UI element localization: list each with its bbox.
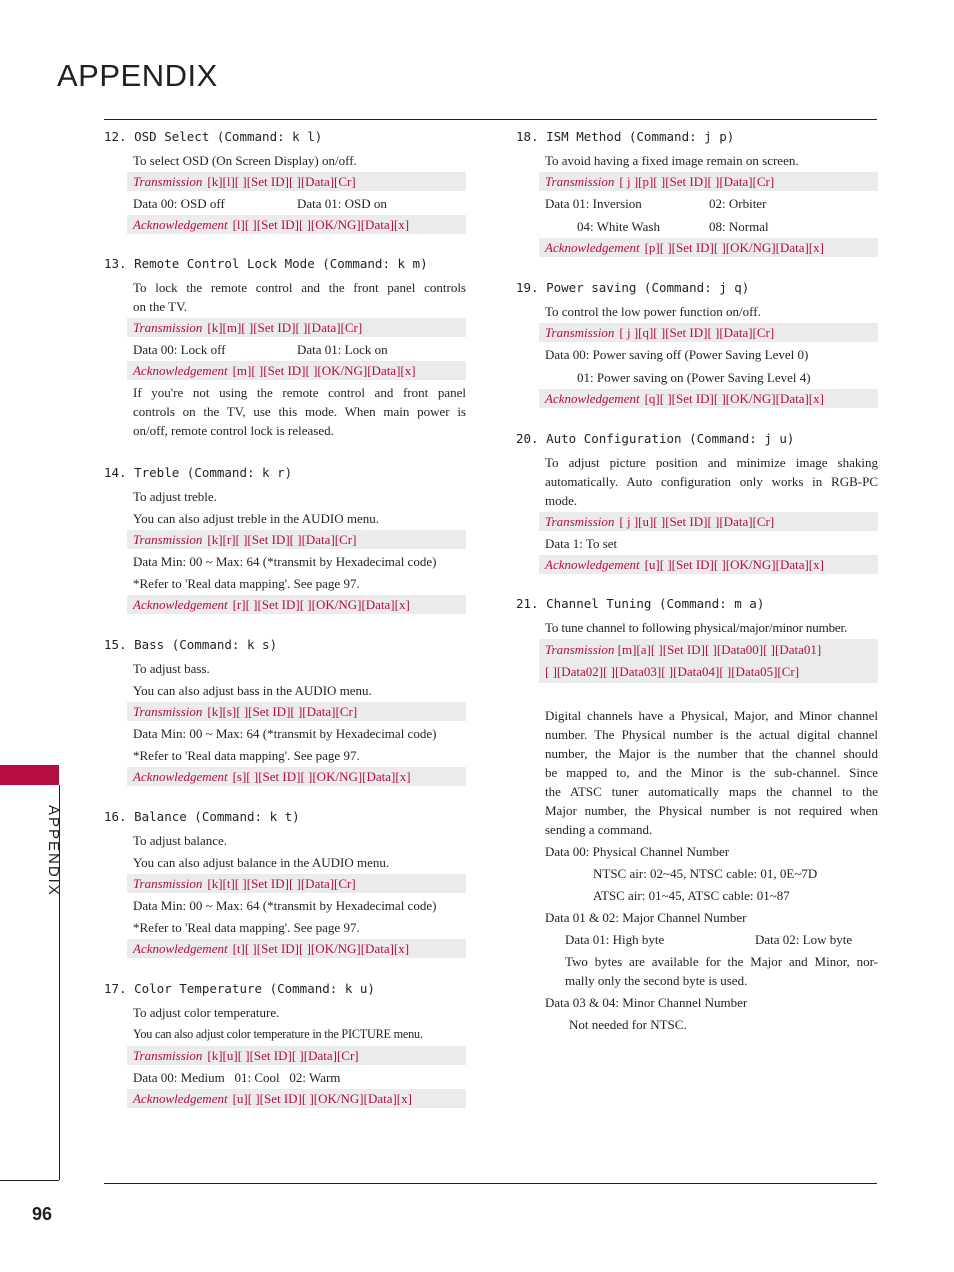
- description: To adjust color temperature.: [133, 1005, 280, 1020]
- transmission-label: Transmission: [133, 1048, 203, 1063]
- acknowledgement-box: [127, 215, 466, 234]
- acknowledgement-label: Acknowledgement: [545, 240, 640, 255]
- section-osd-select: [104, 128, 466, 234]
- data-values: Data 00: Medium 01: Cool 02: Warm: [133, 1070, 341, 1085]
- transmission-label: Transmission: [133, 320, 203, 335]
- data-value: 01: Power saving on (Power Saving Level 4): [577, 370, 811, 385]
- transmission-label: Transmission: [133, 876, 203, 891]
- data-range: ATSC air: 01~45, ATSC cable: 01~87: [593, 888, 790, 903]
- acknowledgement-format: [r][ ][Set ID][ ][OK/NG][Data][x]: [232, 597, 410, 612]
- transmission-format: [ j ][q][ ][Set ID][ ][Data][Cr]: [619, 325, 775, 340]
- acknowledgement-format: [s][ ][Set ID][ ][OK/NG][Data][x]: [232, 769, 411, 784]
- description: To tune channel to following physical/major/minor number.: [545, 620, 848, 635]
- data-note: *Refer to 'Real data mapping'. See page 97.: [133, 748, 360, 763]
- transmission-box: [539, 639, 878, 683]
- description: on the TV.: [133, 299, 188, 314]
- transmission-format: [ j ][p][ ][Set ID][ ][Data][Cr]: [619, 174, 775, 189]
- transmission-label: Transmission: [545, 174, 615, 189]
- acknowledgement-label: Acknowledgement: [545, 557, 640, 572]
- section-heading: 20. Auto Configuration (Command: j u): [516, 431, 795, 446]
- description: You can also adjust color temperature in the PICTURE menu.: [133, 1027, 423, 1041]
- data-note: *Refer to 'Real data mapping'. See page 97.: [133, 576, 360, 591]
- transmission-label: Transmission: [133, 532, 203, 547]
- acknowledgement-label: Acknowledgement: [133, 1091, 228, 1106]
- transmission-box: [127, 874, 466, 893]
- acknowledgement-format: [u][ ][Set ID][ ][OK/NG][Data][x]: [644, 557, 824, 572]
- acknowledgement-format: [t][ ][Set ID][ ][OK/NG][Data][x]: [232, 941, 410, 956]
- transmission-label: Transmission: [133, 174, 203, 189]
- section-heading: 17. Color Temperature (Command: k u): [104, 981, 375, 996]
- data-range: NTSC air: 02~45, NTSC cable: 01, 0E~7D: [593, 866, 818, 881]
- data-values: [133, 340, 466, 359]
- transmission-label: Transmission: [545, 514, 615, 529]
- data-range: Data Min: 00 ~ Max: 64 (*transmit by Hexadecimal code): [133, 898, 437, 913]
- section-ism-method: [516, 128, 878, 257]
- data-value: 02: Orbiter: [709, 196, 767, 211]
- data-value: Data 01: Inversion: [545, 196, 642, 211]
- data-label: Data 03 & 04: Minor Channel Number: [545, 995, 748, 1010]
- transmission-box: [127, 318, 466, 337]
- acknowledgement-box: [539, 238, 878, 257]
- acknowledgement-format: [m][ ][Set ID][ ][OK/NG][Data][x]: [232, 363, 416, 378]
- description: To adjust balance.: [133, 833, 228, 848]
- transmission-label: Transmission: [133, 704, 203, 719]
- acknowledgement-label: Acknowledgement: [133, 363, 228, 378]
- description: You can also adjust balance in the AUDIO menu.: [133, 855, 390, 870]
- data-label: Data 01 & 02: Major Channel Number: [545, 910, 747, 925]
- note: Two bytes are available for the Major and Minor, nor-: [565, 954, 878, 969]
- section-power-saving: [516, 279, 878, 408]
- section-heading: 19. Power saving (Command: j q): [516, 280, 750, 295]
- note: Not needed for NTSC.: [569, 1017, 687, 1032]
- data-value: Data 02: Low byte: [755, 932, 853, 947]
- data-values: [545, 217, 878, 236]
- description: You can also adjust bass in the AUDIO menu.: [133, 683, 372, 698]
- data-value: 08: Normal: [709, 219, 769, 234]
- acknowledgement-box: [127, 595, 466, 614]
- transmission-format: [ j ][u][ ][Set ID][ ][Data][Cr]: [619, 514, 775, 529]
- data-label: Data 00: Physical Channel Number: [545, 844, 730, 859]
- description: To adjust picture position and minimize image shaking: [545, 455, 878, 470]
- acknowledgement-label: Acknowledgement: [133, 217, 228, 232]
- data-value: Data 00: OSD off: [133, 196, 225, 211]
- footer-rule: [104, 1183, 877, 1184]
- note: on/off, remote control lock is released.: [133, 423, 334, 438]
- transmission-format: [k][s][ ][Set ID][ ][Data][Cr]: [207, 704, 358, 719]
- description: To adjust treble.: [133, 489, 217, 504]
- description: automatically. Auto configuration only works in RGB-PC: [545, 474, 878, 489]
- section-balance: [104, 808, 466, 958]
- footer-rule-left: [0, 1180, 59, 1181]
- acknowledgement-format: [p][ ][Set ID][ ][OK/NG][Data][x]: [644, 240, 824, 255]
- description: To avoid having a fixed image remain on screen.: [545, 153, 799, 168]
- acknowledgement-box: [127, 939, 466, 958]
- paragraph-line: number. The Physical number is the actual digital channel: [545, 727, 878, 742]
- note: If you're not using the remote control and front panel: [133, 385, 466, 400]
- transmission-format: [k][r][ ][Set ID][ ][Data][Cr]: [207, 532, 357, 547]
- description: To select OSD (On Screen Display) on/off.: [133, 153, 357, 168]
- section-auto-configuration: [516, 430, 878, 574]
- data-note: *Refer to 'Real data mapping'. See page 97.: [133, 920, 360, 935]
- paragraph-line: Digital channels have a Physical, Major, and Minor channel: [545, 708, 878, 723]
- transmission-label: Transmission: [545, 325, 615, 340]
- section-heading: 14. Treble (Command: k r): [104, 465, 293, 480]
- data-values: [133, 194, 466, 213]
- page-title: APPENDIX: [57, 58, 218, 93]
- header-rule: [104, 119, 877, 120]
- acknowledgement-label: Acknowledgement: [133, 597, 228, 612]
- paragraph-line: sending a command.: [545, 822, 653, 837]
- acknowledgement-format: [u][ ][Set ID][ ][OK/NG][Data][x]: [232, 1091, 412, 1106]
- transmission-format: [k][m][ ][Set ID][ ][Data][Cr]: [207, 320, 363, 335]
- acknowledgement-format: [l][ ][Set ID][ ][OK/NG][Data][x]: [232, 217, 410, 232]
- acknowledgement-box: [127, 361, 466, 380]
- side-label: APPENDIX: [45, 805, 62, 897]
- data-value: Data 1: To set: [545, 536, 618, 551]
- transmission-box: [539, 172, 878, 191]
- transmission-format: [m][a][ ][Set ID][ ][Data00][ ][Data01]: [617, 642, 822, 657]
- transmission-box: [127, 702, 466, 721]
- data-range: Data Min: 00 ~ Max: 64 (*transmit by Hexadecimal code): [133, 554, 437, 569]
- note: controls on the TV, use this mode. When main power is: [133, 404, 466, 419]
- section-treble: [104, 464, 466, 614]
- paragraph-line: be mapped to, and the Minor is the sub-channel. Since: [545, 765, 878, 780]
- transmission-format: [k][u][ ][Set ID][ ][Data][Cr]: [207, 1048, 359, 1063]
- right-column: [516, 128, 878, 1034]
- transmission-box: [127, 530, 466, 549]
- transmission-format: [ ][Data02][ ][Data03][ ][Data04][ ][Data05][Cr]: [545, 664, 800, 679]
- section-heading: 18. ISM Method (Command: j p): [516, 129, 735, 144]
- section-heading: 21. Channel Tuning (Command: m a): [516, 596, 765, 611]
- data-value: Data 00: Lock off: [133, 342, 226, 357]
- transmission-format: [k][t][ ][Set ID][ ][Data][Cr]: [207, 876, 356, 891]
- description: You can also adjust treble in the AUDIO menu.: [133, 511, 380, 526]
- section-heading: 15. Bass (Command: k s): [104, 637, 278, 652]
- acknowledgement-box: [539, 555, 878, 574]
- data-value: Data 01: Lock on: [297, 342, 388, 357]
- acknowledgement-box: [127, 1089, 466, 1108]
- acknowledgement-box: [127, 767, 466, 786]
- description: To adjust bass.: [133, 661, 210, 676]
- paragraph-line: the ATSC tuner automatically maps the channel to the: [545, 784, 878, 799]
- section-heading: 12. OSD Select (Command: k l): [104, 129, 323, 144]
- left-column: [104, 128, 466, 1111]
- section-channel-tuning: [516, 595, 878, 1034]
- transmission-box: [127, 172, 466, 191]
- section-bass: [104, 636, 466, 786]
- section-heading: 16. Balance (Command: k t): [104, 809, 300, 824]
- data-range: Data Min: 00 ~ Max: 64 (*transmit by Hexadecimal code): [133, 726, 437, 741]
- acknowledgement-label: Acknowledgement: [133, 769, 228, 784]
- page-number: 96: [32, 1204, 53, 1224]
- paragraph-line: number, the Major is the number that the channel should: [545, 746, 878, 761]
- section-color-temperature: [104, 980, 466, 1108]
- acknowledgement-format: [q][ ][Set ID][ ][OK/NG][Data][x]: [644, 391, 824, 406]
- section-heading: 13. Remote Control Lock Mode (Command: k m): [104, 256, 428, 271]
- description: mode.: [545, 493, 578, 508]
- transmission-box: [127, 1046, 466, 1065]
- data-value: 04: White Wash: [577, 219, 660, 234]
- data-value: Data 00: Power saving off (Power Saving Level 0): [545, 347, 809, 362]
- data-values: [545, 194, 878, 213]
- acknowledgement-box: [539, 389, 878, 408]
- transmission-format: [k][l][ ][Set ID][ ][Data][Cr]: [207, 174, 356, 189]
- side-tab-marker: [0, 765, 59, 785]
- transmission-box: [539, 512, 878, 531]
- data-value: Data 01: High byte: [565, 932, 665, 947]
- transmission-box: [539, 323, 878, 342]
- paragraph-line: Major number, the Physical number is not required when: [545, 803, 878, 818]
- acknowledgement-label: Acknowledgement: [133, 941, 228, 956]
- description: To control the low power function on/off.: [545, 304, 761, 319]
- data-values: [565, 930, 878, 949]
- data-value: Data 01: OSD on: [297, 196, 387, 211]
- note: mally only the second byte is used.: [565, 973, 748, 988]
- acknowledgement-label: Acknowledgement: [545, 391, 640, 406]
- section-remote-lock: [104, 255, 466, 440]
- transmission-label: Transmission: [545, 642, 615, 657]
- description: To lock the remote control and the front panel controls: [133, 280, 466, 295]
